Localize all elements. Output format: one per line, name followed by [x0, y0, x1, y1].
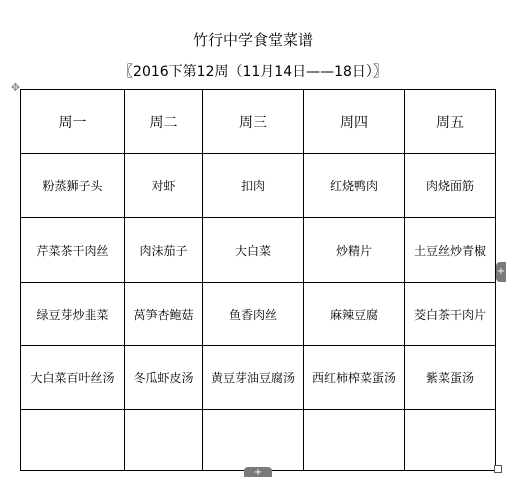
table-cell[interactable]: 对虾: [125, 154, 203, 218]
header-cell-monday[interactable]: 周一: [21, 90, 125, 154]
header-cell-wednesday[interactable]: 周三: [203, 90, 304, 154]
table-cell[interactable]: [405, 410, 496, 471]
table-cell[interactable]: 粉蒸狮子头: [21, 154, 125, 218]
table-cell[interactable]: 肉沫茄子: [125, 218, 203, 283]
table-cell[interactable]: 绿豆芽炒韭菜: [21, 283, 125, 346]
table-row: [21, 154, 496, 218]
table-cell[interactable]: [203, 410, 304, 471]
table-cell[interactable]: 扣肉: [203, 154, 304, 218]
table-cell[interactable]: 麻辣豆腐: [304, 283, 405, 346]
table-cell[interactable]: 红烧鸭肉: [304, 154, 405, 218]
table-cell[interactable]: 茭白茶干肉片: [405, 283, 496, 346]
table-cell[interactable]: [304, 410, 405, 471]
table-cell[interactable]: 大白菜: [203, 218, 304, 283]
table-cell[interactable]: [21, 410, 125, 471]
table-cell[interactable]: 炒精片: [304, 218, 405, 283]
table-cell[interactable]: 西红柿榨菜蛋汤: [304, 346, 405, 410]
table-cell[interactable]: 莴笋杏鲍菇: [125, 283, 203, 346]
document-title: 竹行中学食堂菜谱: [192, 31, 313, 49]
table-cell[interactable]: 黄豆芽油豆腐汤: [203, 346, 304, 410]
table-header-row: [21, 90, 496, 154]
add-column-button[interactable]: +: [496, 262, 506, 282]
table-cell[interactable]: 肉烧面筋: [405, 154, 496, 218]
table-resize-handle[interactable]: [494, 465, 502, 473]
table-cell[interactable]: [125, 410, 203, 471]
table-cell[interactable]: 紫菜蛋汤: [405, 346, 496, 410]
add-row-button[interactable]: +: [244, 467, 272, 477]
table-row: [21, 346, 496, 410]
table-row: [21, 410, 496, 471]
header-cell-thursday[interactable]: 周四: [304, 90, 405, 154]
table-cell[interactable]: 大白菜百叶丝汤: [21, 346, 125, 410]
table-row: [21, 283, 496, 346]
table-row: [21, 218, 496, 283]
header-cell-friday[interactable]: 周五: [405, 90, 496, 154]
table-cell[interactable]: 芹菜茶干肉丝: [21, 218, 125, 283]
table-cell[interactable]: 土豆丝炒青椒: [405, 218, 496, 283]
menu-table: [20, 89, 496, 471]
header-cell-tuesday[interactable]: 周二: [125, 90, 203, 154]
table-cell[interactable]: 鱼香肉丝: [203, 283, 304, 346]
table-cell[interactable]: 冬瓜虾皮汤: [125, 346, 203, 410]
table-move-handle-icon[interactable]: ✥: [10, 81, 21, 94]
document-subtitle: 〖2016下第12周（11月14日——18日）〗: [119, 64, 387, 80]
